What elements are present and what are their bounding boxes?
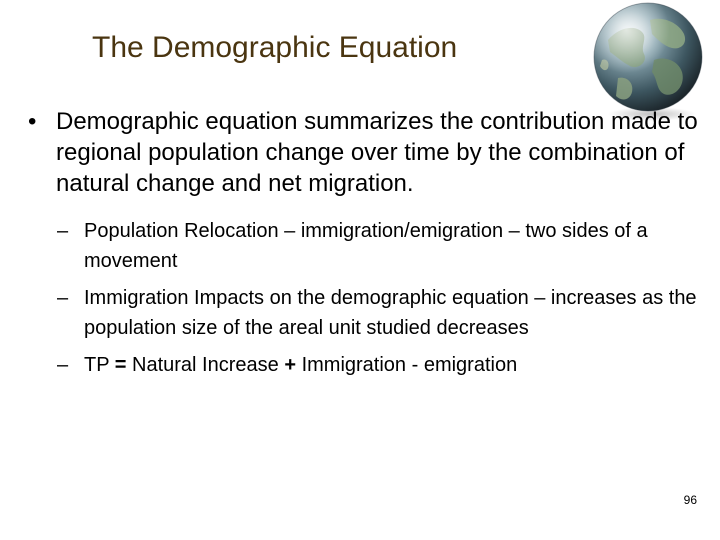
main-bullet-text: Demographic equation summarizes the contribution made to regional population change over time by the combination of natural change and net migration. xyxy=(56,108,698,197)
sub-bullet-list xyxy=(0,216,720,380)
page-number: 96 xyxy=(683,493,697,507)
equation-term-tp: TP xyxy=(84,354,110,376)
bullet-marker: • xyxy=(28,108,37,135)
main-bullet xyxy=(0,106,720,199)
sub-bullet-marker: – xyxy=(57,354,69,376)
sub-bullet-text: Population Relocation – immigration/emigration – two sides of a movement xyxy=(84,220,648,272)
equation-term-migration: Immigration - emigration xyxy=(301,354,518,376)
sub-bullet xyxy=(0,283,720,343)
equation-term-natural-increase: Natural Increase xyxy=(132,354,279,376)
slide-body xyxy=(0,106,720,387)
sub-bullet-text: Immigration Impacts on the demographic equation – increases as the population size of the areal unit studied decreases xyxy=(84,287,697,339)
sub-bullet xyxy=(0,216,720,276)
equation-equals: = xyxy=(114,354,127,376)
equation-plus: + xyxy=(284,354,297,376)
slide-title: The Demographic Equation xyxy=(92,31,458,64)
sub-bullet-marker: – xyxy=(57,220,69,242)
equation-bullet xyxy=(0,350,720,380)
sub-bullet-marker: – xyxy=(57,287,69,309)
